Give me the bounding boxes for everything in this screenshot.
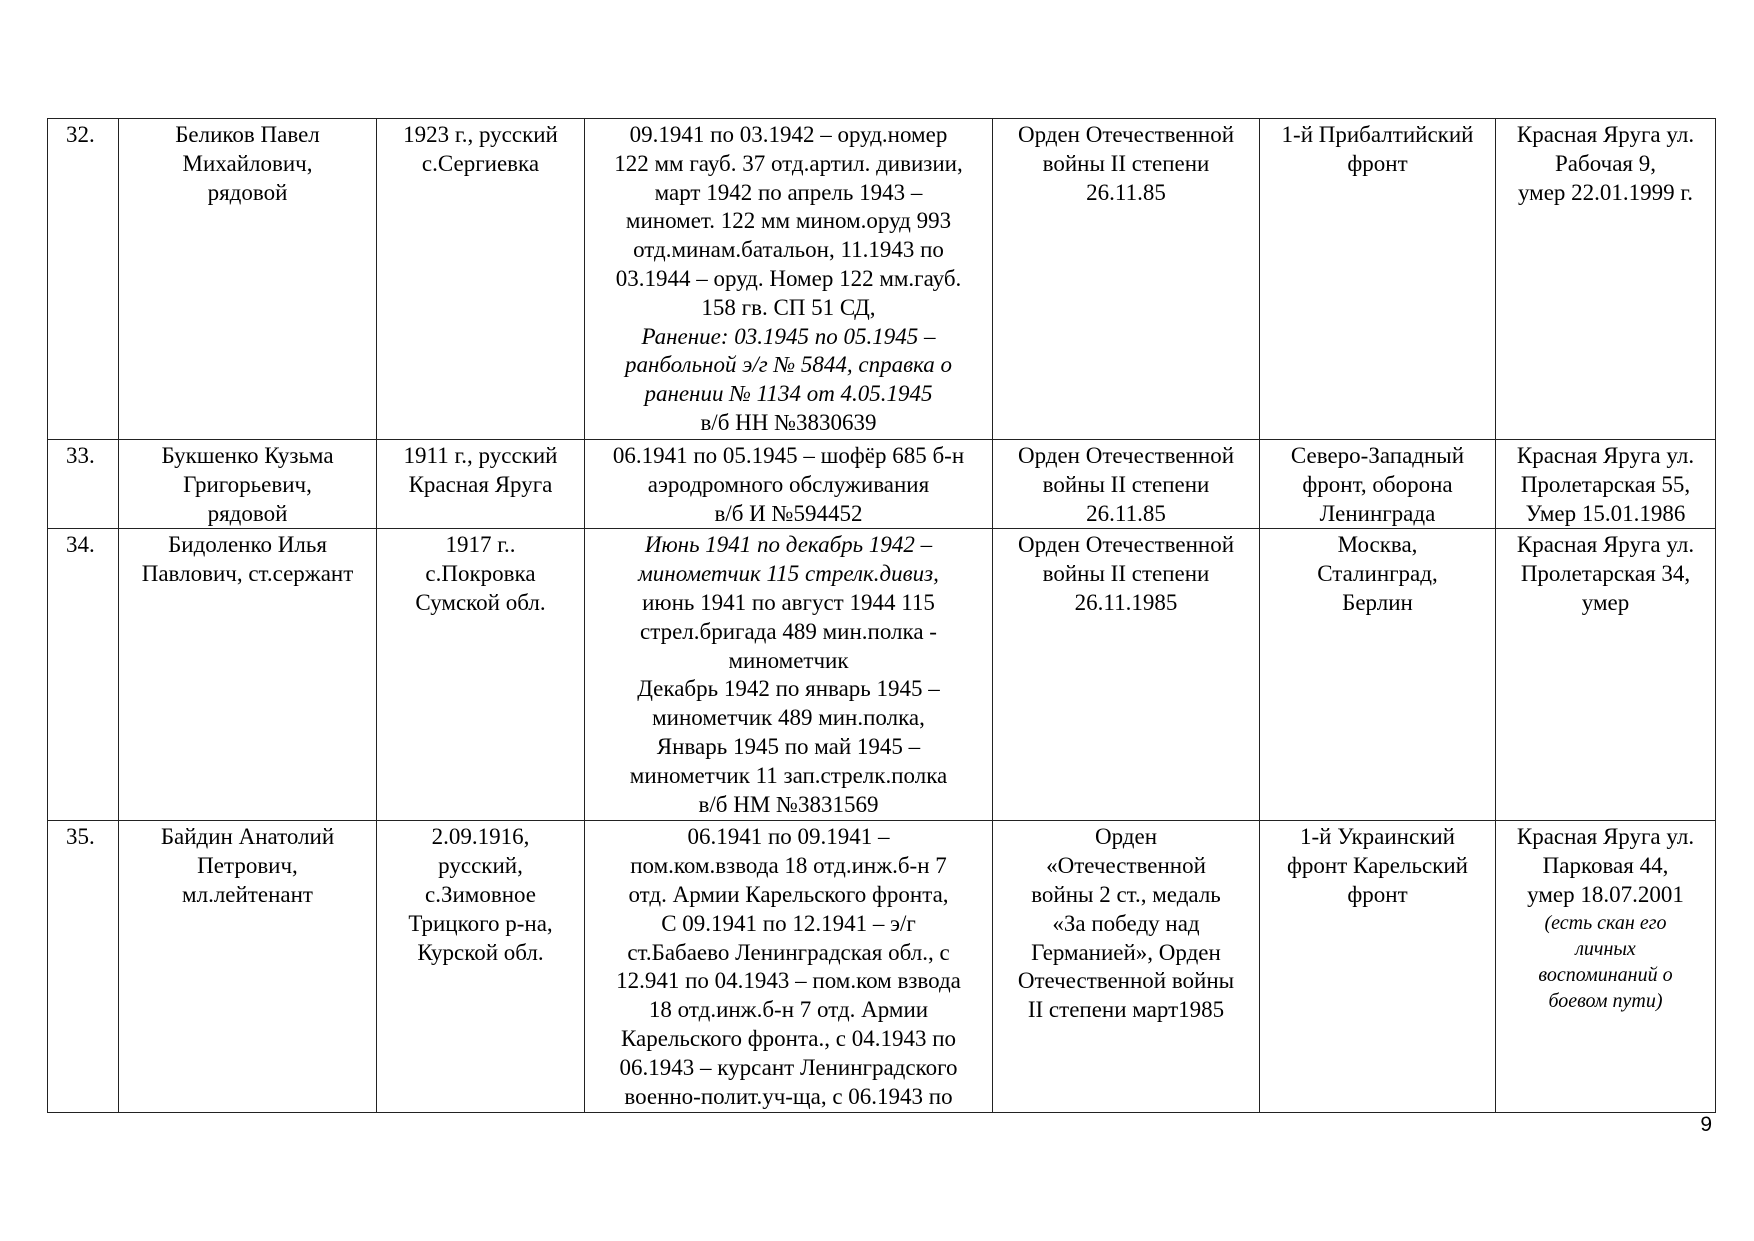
row-number: 33.	[48, 440, 119, 529]
page-number: 9	[1700, 1113, 1712, 1136]
table-row	[48, 440, 1716, 529]
service-cell: 09.1941 по 03.1942 – оруд.номер 122 мм гауб. 37 отд.артил. дивизии, март 1942 по апрель 1943 – миномет. 122 мм мином.оруд 993 отд.минам.батальон, 11.1943 по 03.1944 – оруд. Номер 122 мм.гауб. 158 гв. СП 51 СД, Ранение: 03.1945 по 05.1945 – ранбольной э/г № 5844, справка о ранении № 1134 от 4.05.1945 в/б НН №3830639	[585, 119, 993, 440]
front-cell: Северо-Западный фронт, оборона Ленинграда	[1260, 440, 1496, 529]
service-cell: 06.1941 по 05.1945 – шофёр 685 б-н аэродромного обслуживания в/б И №594452	[585, 440, 993, 529]
address-cell: Красная Яруга ул. Пролетарская 34, умер	[1496, 529, 1716, 821]
front-cell: 1-й Прибалтийский фронт	[1260, 119, 1496, 440]
service-cell: 06.1941 по 09.1941 – пом.ком.взвода 18 отд.инж.б-н 7 отд. Армии Карельского фронта, С 09.1941 по 12.1941 – э/г ст.Бабаево Ленинградская обл., с 12.941 по 04.1943 – пом.ком взвода 18 отд.инж.б-н 7 отд. Армии Карельского фронта., с 04.1943 по 06.1943 – курсант Ленинградского военно-полит.уч-ща, с 06.1943 по	[585, 821, 993, 1113]
memoir-note: (есть скан его	[1544, 911, 1667, 934]
table-row	[48, 821, 1716, 1113]
veterans-table	[47, 118, 1716, 1113]
service-cell: Июнь 1941 по декабрь 1942 – минометчик 115 стрелк.дивиз, июнь 1941 по август 1944 115 стрел.бригада 489 мин.полка - минометчик Декабрь 1942 по январь 1945 – минометчик 489 мин.полка, Январь 1945 по май 1945 – минометчик 11 зап.стрелк.полка в/б НМ №3831569	[585, 529, 993, 821]
name-cell: Бидоленко Илья Павлович, ст.сержант	[119, 529, 377, 821]
front-cell: 1-й Украинский фронт Карельский фронт	[1260, 821, 1496, 1113]
birth-cell: 1911 г., русский Красная Яруга	[377, 440, 585, 529]
birth-cell: 1923 г., русский с.Сергиевка	[377, 119, 585, 440]
row-number: 34.	[48, 529, 119, 821]
birth-cell: 1917 г.. с.Покровка Сумской обл.	[377, 529, 585, 821]
name-cell: Байдин Анатолий Петрович, мл.лейтенант	[119, 821, 377, 1113]
name-cell: Букшенко Кузьма Григорьевич, рядовой	[119, 440, 377, 529]
row-number: 35.	[48, 821, 119, 1113]
wound-note: Ранение: 03.1945 по 05.1945 –	[641, 323, 936, 349]
award-cell: Орден Отечественной войны II степени 26.11.1985	[993, 529, 1260, 821]
table-row	[48, 119, 1716, 440]
award-cell: Орден Отечественной войны II степени 26.11.85	[993, 119, 1260, 440]
front-cell: Москва, Сталинград, Берлин	[1260, 529, 1496, 821]
award-cell: Орден «Отечественной войны 2 ст., медаль «За победу над Германией», Орден Отечественной войны II степени март1985	[993, 821, 1260, 1113]
award-cell: Орден Отечественной войны II степени 26.11.85	[993, 440, 1260, 529]
address-cell: Красная Яруга ул. Рабочая 9, умер 22.01.1999 г.	[1496, 119, 1716, 440]
name-cell: Беликов Павел Михайлович, рядовой	[119, 119, 377, 440]
row-number: 32.	[48, 119, 119, 440]
address-cell: Красная Яруга ул. Парковая 44, умер 18.07.2001 (есть скан его личных воспоминаний о боевом пути)	[1496, 821, 1716, 1113]
address-cell: Красная Яруга ул. Пролетарская 55, Умер 15.01.1986	[1496, 440, 1716, 529]
birth-cell: 2.09.1916, русский, с.Зимовное Трицкого р-на, Курской обл.	[377, 821, 585, 1113]
table-row	[48, 529, 1716, 821]
